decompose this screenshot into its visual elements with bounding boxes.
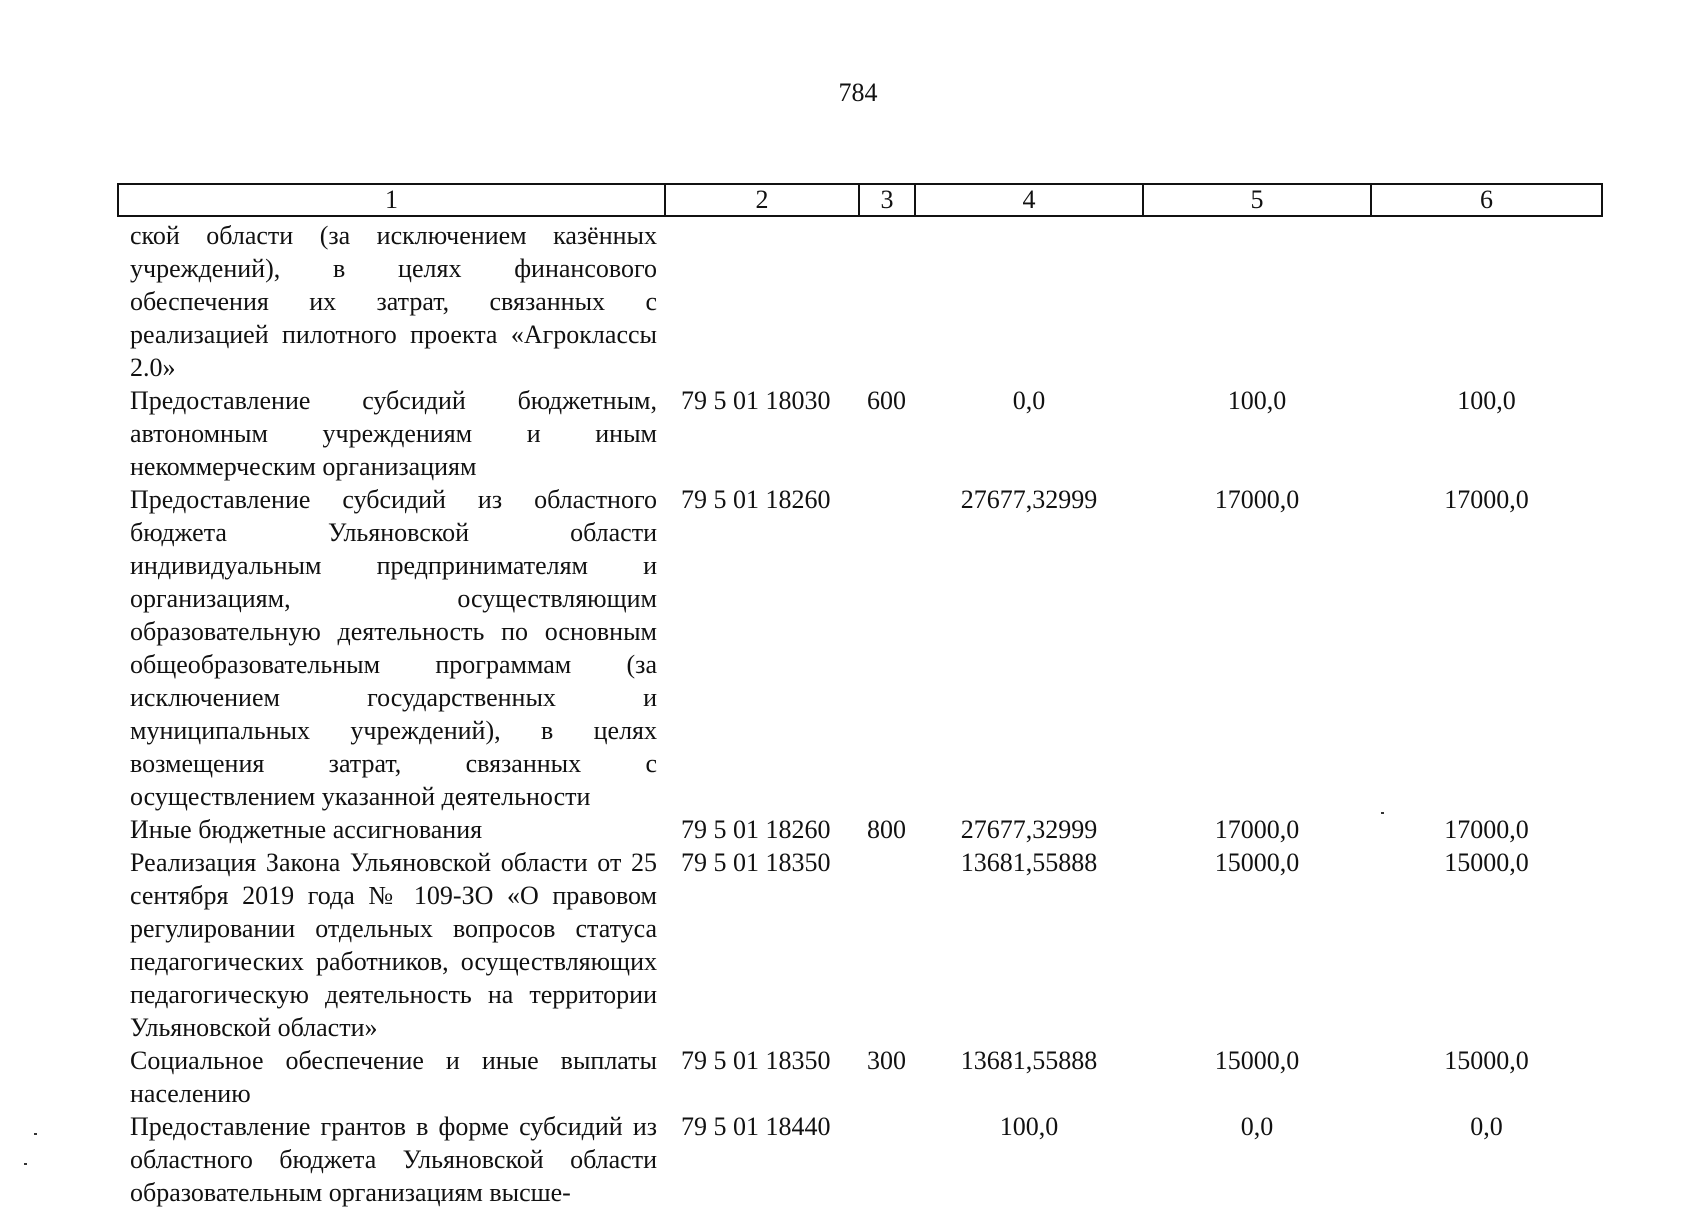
row-expense-type	[859, 846, 915, 1044]
table-row	[118, 1110, 1602, 1209]
row-value-col5: 15000,0	[1214, 1046, 1300, 1075]
row-value-col6: 15000,0	[1444, 848, 1529, 877]
row-value-col5: 15000,0	[1214, 848, 1300, 877]
row-value-col6: 17000,0	[1444, 485, 1529, 514]
row-expense-type	[859, 1110, 915, 1209]
row-value-col6: 0,0	[1470, 1112, 1503, 1141]
table-row	[118, 216, 1602, 384]
row-value-col5	[1143, 216, 1371, 384]
row-name: Предоставление субсидий бюджетным, автономным учреждениям и иным некоммерческим организациям	[130, 386, 657, 481]
column-header-3: 3	[859, 184, 915, 216]
row-target-code: 79 5 01 18260	[681, 815, 831, 844]
table-row	[118, 384, 1602, 483]
row-target-code: 79 5 01 18260	[681, 485, 831, 514]
column-header-6: 6	[1371, 184, 1602, 216]
row-value-col6: 100,0	[1457, 386, 1516, 415]
row-name: Иные бюджетные ассигнования	[130, 815, 483, 844]
row-name: ской области (за исключением казённых учреждений), в целях финансового обеспечения их затрат, связанных с реализацией пилотного проекта «Агроклассы 2.0»	[130, 221, 657, 382]
scan-speck	[24, 1163, 27, 1165]
column-header-5: 5	[1143, 184, 1371, 216]
row-value-col5: 100,0	[1227, 386, 1287, 415]
row-value-col5: 17000,0	[1214, 815, 1300, 844]
row-target-code	[665, 216, 859, 384]
row-value-col5: 17000,0	[1214, 485, 1300, 514]
row-target-code: 79 5 01 18440	[681, 1112, 831, 1141]
row-target-code: 79 5 01 18030	[681, 386, 831, 415]
row-expense-type	[859, 483, 915, 813]
row-value-col6: 17000,0	[1444, 815, 1529, 844]
row-value-col4: 0,0	[1012, 386, 1046, 415]
row-value-col4	[915, 216, 1143, 384]
row-expense-type: 800	[867, 815, 906, 844]
page-number: 784	[838, 78, 878, 107]
table-row	[118, 813, 1602, 846]
row-target-code: 79 5 01 18350	[681, 1046, 831, 1075]
row-value-col6: 15000,0	[1444, 1046, 1529, 1075]
row-name: Предоставление грантов в форме субсидий из областного бюджета Ульяновской области образовательным организациям высше-	[130, 1112, 657, 1207]
table-header-row	[118, 184, 1602, 216]
table-row	[118, 1044, 1602, 1110]
row-value-col4: 13681,55888	[960, 848, 1098, 877]
row-expense-type: 300	[867, 1046, 906, 1075]
row-value-col4: 27677,32999	[960, 815, 1098, 844]
row-name: Реализация Закона Ульяновской области от 25 сентября 2019 года № 109-ЗО «О правовом регулировании отдельных вопросов статуса педагогических работников, осуществляющих педагогическую деятельность на территории Ульяновской области»	[130, 848, 657, 1042]
column-header-4: 4	[915, 184, 1143, 216]
column-header-2: 2	[665, 184, 859, 216]
budget-table	[117, 183, 1603, 1209]
row-value-col4: 100,0	[999, 1112, 1059, 1141]
scan-speck	[34, 1133, 37, 1135]
row-name: Социальное обеспечение и иные выплаты населению	[130, 1046, 657, 1108]
row-target-code: 79 5 01 18350	[681, 848, 831, 877]
row-expense-type	[859, 216, 915, 384]
row-value-col5: 0,0	[1240, 1112, 1274, 1141]
row-expense-type: 600	[867, 386, 906, 415]
row-value-col4: 13681,55888	[960, 1046, 1098, 1075]
table-row	[118, 483, 1602, 813]
row-name: Предоставление субсидий из областного бюджета Ульяновской области индивидуальным предпринимателям и организациям, осуществляющим образовательную деятельность по основным общеобразовательным программам (за исключением государственных и муниципальных учреждений), в целях возмещения затрат, связанных с осуществлением указанной деятельности	[130, 485, 657, 811]
table-row	[118, 846, 1602, 1044]
column-header-1: 1	[118, 184, 665, 216]
scan-speck	[1381, 812, 1384, 814]
row-value-col4: 27677,32999	[960, 485, 1098, 514]
row-value-col6	[1371, 216, 1602, 384]
